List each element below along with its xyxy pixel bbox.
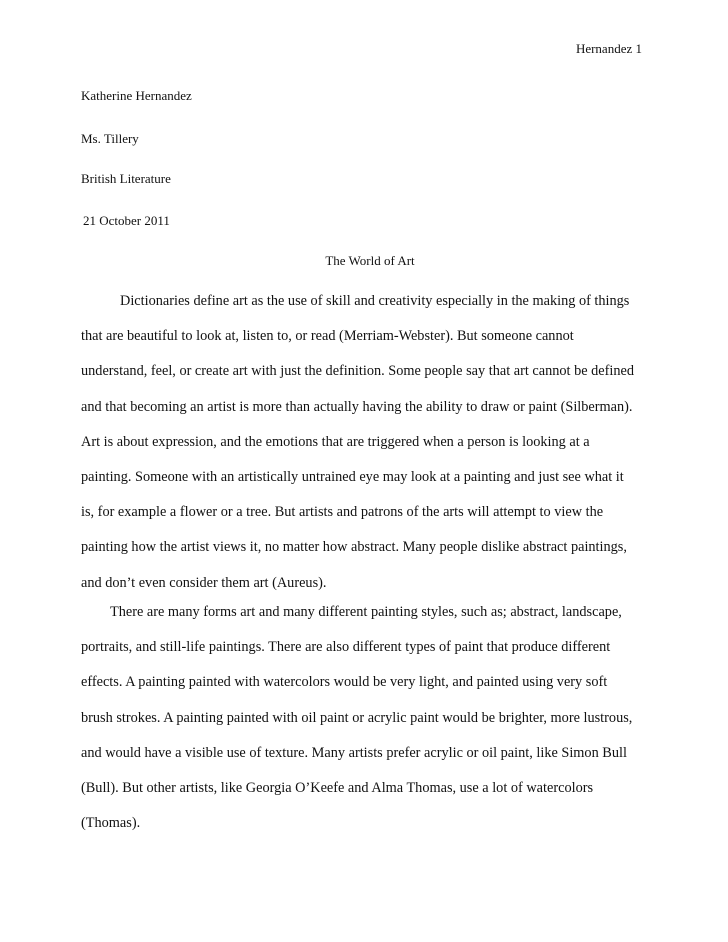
paragraph-line: painting. Someone with an artistically untrained eye may look at a painting and just see what it (81, 468, 624, 485)
author-name: Katherine Hernandez (81, 88, 192, 103)
document-date: 21 October 2011 (83, 213, 170, 228)
paragraph-line: portraits, and still-life paintings. There are also different types of paint that produce different (81, 639, 611, 656)
paragraph-line: There are many forms art and many different painting styles, such as; abstract, landscape, (110, 604, 622, 620)
paragraph-1 (81, 284, 641, 601)
course-name: British Literature (81, 171, 171, 186)
paragraph-line: (Bull). But other artists, like Georgia O’Keefe and Alma Thomas, use a lot of watercolors (81, 779, 594, 796)
running-head: Hernandez 1 (575, 41, 642, 56)
paragraph-line: and would have a visible use of texture. Many artists prefer acrylic or oil paint, like Simon Bull (81, 744, 627, 761)
paragraph-line: is, for example a flower or a tree. But artists and patrons of the arts will attempt to view the (81, 504, 604, 521)
instructor-name: Ms. Tillery (81, 131, 139, 146)
paragraph-line: and don’t even consider them art (Aureus). (81, 574, 327, 591)
paragraph-line: effects. A painting painted with watercolors would be very light, and painted using very soft (81, 674, 608, 691)
paragraph-2 (81, 595, 641, 841)
paragraph-line: painting how the artist views it, no matter how abstract. Many people dislike abstract paintings, (81, 539, 627, 556)
paragraph-line: brush strokes. A painting painted with oil paint or acrylic paint would be brighter, more lustrous, (81, 709, 633, 726)
paragraph-line: Art is about expression, and the emotions that are triggered when a person is looking at a (81, 433, 590, 450)
paragraph-line: understand, feel, or create art with just the definition. Some people say that art cannot be defined (81, 363, 635, 380)
paragraph-line: that are beautiful to look at, listen to, or read (Merriam-Webster). But someone cannot (81, 328, 574, 345)
document-title: The World of Art (325, 253, 415, 268)
paragraph-line: and that becoming an artist is more than actually having the ability to draw or paint (Silberman). (81, 398, 633, 415)
paragraph-line: Dictionaries define art as the use of skill and creativity especially in the making of things (120, 293, 630, 309)
paragraph-line: (Thomas). (81, 815, 141, 832)
